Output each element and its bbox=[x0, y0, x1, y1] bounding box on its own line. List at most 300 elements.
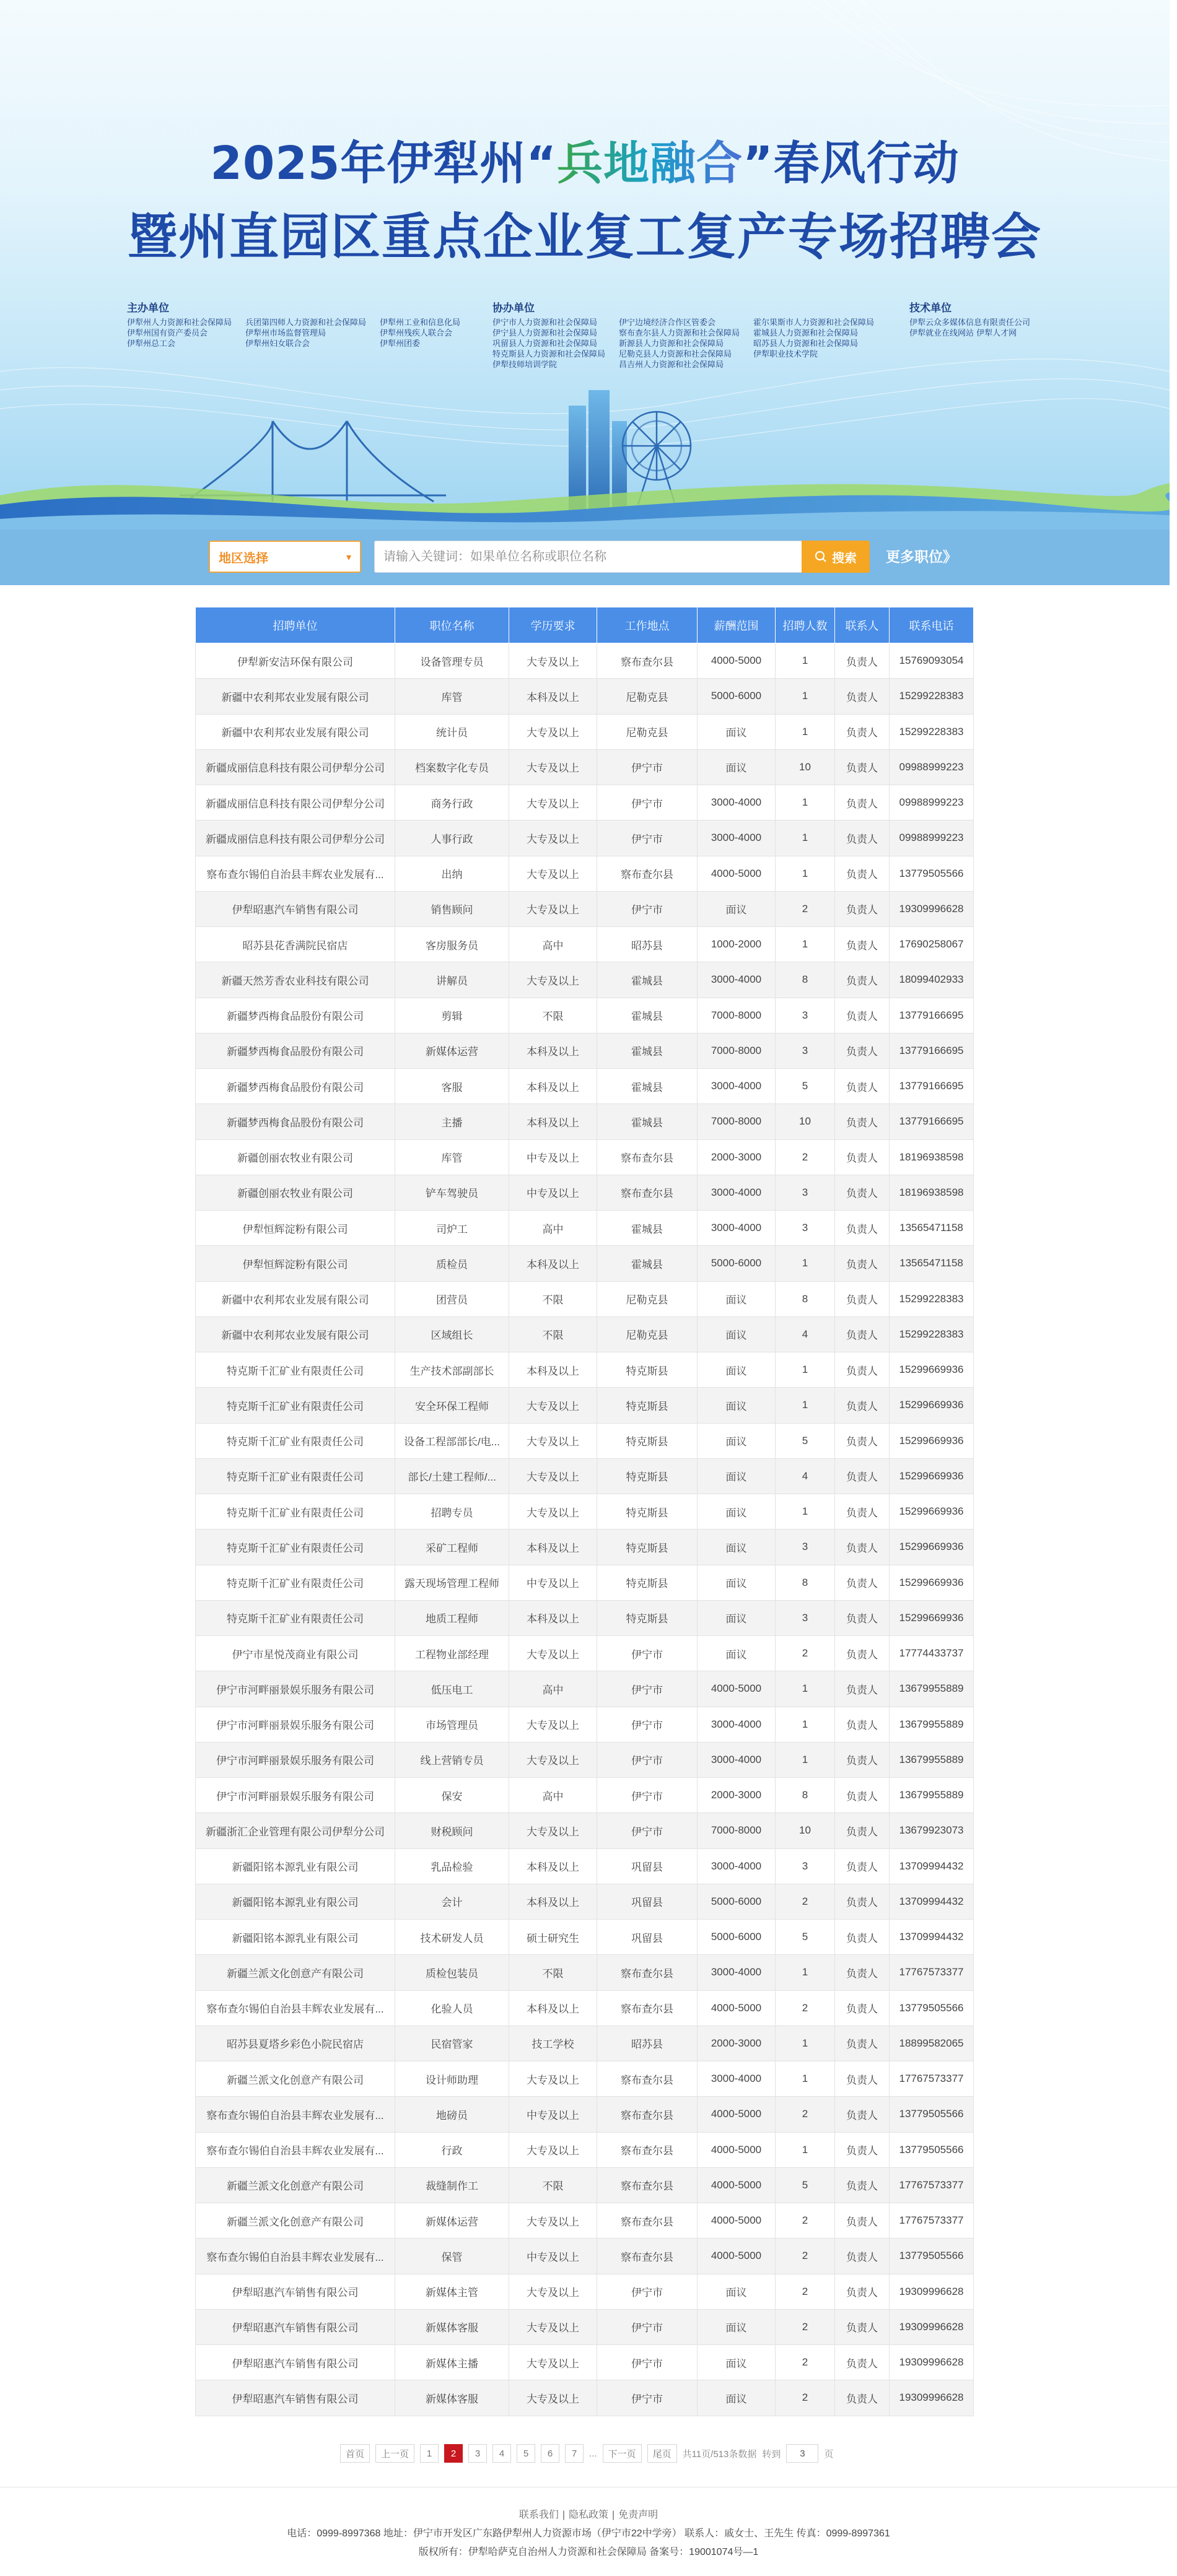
phone-cell: 13779505566 bbox=[890, 2239, 974, 2274]
phone-cell: 09988999223 bbox=[890, 820, 974, 856]
table-row[interactable] bbox=[196, 856, 974, 891]
education-cell: 大专及以上 bbox=[509, 856, 597, 891]
phone-cell: 13709994432 bbox=[890, 1884, 974, 1919]
org-column bbox=[127, 318, 232, 349]
position-cell[interactable]: 低压电工 bbox=[395, 1671, 509, 1707]
position-cell[interactable]: 采矿工程师 bbox=[395, 1530, 509, 1565]
org-name: 伊犁州市场监督管理局 bbox=[245, 329, 326, 338]
position-cell[interactable]: 裁缝制作工 bbox=[395, 2167, 509, 2203]
company-cell[interactable]: 新疆梦西梅食品股份有限公司 bbox=[196, 1033, 395, 1068]
pagination bbox=[340, 2443, 833, 2464]
position-cell[interactable]: 库管 bbox=[395, 1139, 509, 1175]
table-row[interactable] bbox=[196, 2345, 974, 2380]
position-cell[interactable]: 生产技术部副部长 bbox=[395, 1352, 509, 1388]
phone-cell: 15299228383 bbox=[890, 714, 974, 749]
headcount-cell: 3 bbox=[776, 998, 835, 1033]
chevron-down-icon: ▾ bbox=[346, 550, 351, 563]
company-cell[interactable]: 新疆中农利邦农业发展有限公司 bbox=[196, 1281, 395, 1316]
page-number-button[interactable]: 4 bbox=[492, 2444, 511, 2463]
page-number-button[interactable]: 2 bbox=[444, 2444, 463, 2463]
position-cell[interactable]: 客房服务员 bbox=[395, 927, 509, 962]
company-cell[interactable]: 特克斯千汇矿业有限责任公司 bbox=[196, 1423, 395, 1458]
headcount-cell: 2 bbox=[776, 2309, 835, 2344]
table-row[interactable] bbox=[196, 1778, 974, 1813]
contact-cell: 负责人 bbox=[835, 1104, 890, 1139]
position-cell[interactable]: 招聘专员 bbox=[395, 1494, 509, 1530]
company-cell[interactable]: 新疆中农利邦农业发展有限公司 bbox=[196, 714, 395, 749]
location-cell: 察布查尔县 bbox=[597, 856, 698, 891]
education-cell: 本科及以上 bbox=[509, 1033, 597, 1068]
salary-cell: 4000-5000 bbox=[698, 643, 776, 679]
contact-cell: 负责人 bbox=[835, 1990, 890, 2026]
column-header: 联系人 bbox=[835, 607, 890, 643]
location-cell: 霍城县 bbox=[597, 1104, 698, 1139]
table-row[interactable] bbox=[196, 962, 974, 998]
salary-cell: 4000-5000 bbox=[698, 1990, 776, 2026]
table-row[interactable] bbox=[196, 927, 974, 962]
location-cell: 伊宁市 bbox=[597, 1707, 698, 1742]
table-row[interactable] bbox=[196, 1600, 974, 1635]
table-row[interactable] bbox=[196, 1920, 974, 1955]
salary-cell: 面议 bbox=[698, 1316, 776, 1352]
table-row[interactable] bbox=[196, 891, 974, 926]
table-row[interactable] bbox=[196, 1848, 974, 1884]
company-cell[interactable]: 察布查尔锡伯自治县丰辉农业发展有... bbox=[196, 1990, 395, 2026]
table-row[interactable] bbox=[196, 1281, 974, 1316]
company-cell[interactable]: 新疆梦西梅食品股份有限公司 bbox=[196, 1069, 395, 1104]
headcount-cell: 8 bbox=[776, 1565, 835, 1600]
salary-cell: 4000-5000 bbox=[698, 2203, 776, 2239]
prev-page-button[interactable]: 上一页 bbox=[375, 2444, 414, 2463]
position-cell[interactable]: 线上营销专员 bbox=[395, 1742, 509, 1777]
org-name: 兵团第四师人力资源和社会保障局 bbox=[245, 318, 367, 328]
salary-cell: 3000-4000 bbox=[698, 1211, 776, 1246]
company-cell[interactable]: 伊犁恒辉淀粉有限公司 bbox=[196, 1211, 395, 1246]
position-cell[interactable]: 新媒体运营 bbox=[395, 1033, 509, 1068]
table-row[interactable] bbox=[196, 1211, 974, 1246]
company-cell[interactable]: 新疆阳铭本源乳业有限公司 bbox=[196, 1884, 395, 1919]
headcount-cell: 5 bbox=[776, 1920, 835, 1955]
company-cell[interactable]: 新疆成丽信息科技有限公司伊犁分公司 bbox=[196, 785, 395, 820]
footer-link[interactable]: 隐私政策 bbox=[568, 2510, 608, 2520]
location-cell: 昭苏县 bbox=[597, 2026, 698, 2061]
company-cell[interactable]: 新疆中农利邦农业发展有限公司 bbox=[196, 1316, 395, 1352]
table-header-row bbox=[196, 607, 974, 643]
position-cell[interactable]: 财税顾问 bbox=[395, 1813, 509, 1848]
search-button[interactable] bbox=[802, 541, 870, 573]
salary-cell: 面议 bbox=[698, 1352, 776, 1388]
banner-title-line2: 暨州直园区重点企业复工复产专场招聘会 bbox=[128, 208, 1042, 266]
salary-cell: 面议 bbox=[698, 2309, 776, 2344]
org-name: 昭苏县人力资源和社会保障局 bbox=[753, 339, 859, 349]
org-name: 伊犁技师培训学院 bbox=[492, 360, 558, 370]
headcount-cell: 4 bbox=[776, 1316, 835, 1352]
phone-cell: 13565471158 bbox=[890, 1246, 974, 1281]
headcount-cell: 5 bbox=[776, 2167, 835, 2203]
org-name: 伊宁市人力资源和社会保障局 bbox=[492, 318, 598, 328]
footer-link[interactable]: 联系我们 bbox=[518, 2510, 559, 2520]
location-cell: 特克斯县 bbox=[597, 1458, 698, 1494]
position-cell[interactable]: 统计员 bbox=[395, 714, 509, 749]
company-cell[interactable]: 新疆创丽农牧业有限公司 bbox=[196, 1139, 395, 1175]
table-row[interactable] bbox=[196, 1246, 974, 1281]
location-cell: 巩留县 bbox=[597, 1848, 698, 1884]
org-name: 伊宁边境经济合作区管委会 bbox=[619, 318, 716, 328]
education-cell: 大专及以上 bbox=[509, 2345, 597, 2380]
table-row[interactable] bbox=[196, 2239, 974, 2274]
table-row[interactable] bbox=[196, 1033, 974, 1068]
salary-cell: 面议 bbox=[698, 891, 776, 926]
position-cell[interactable]: 库管 bbox=[395, 679, 509, 714]
phone-cell: 15299669936 bbox=[890, 1530, 974, 1565]
page-number-button[interactable]: 7 bbox=[565, 2444, 584, 2463]
education-cell: 高中 bbox=[509, 1778, 597, 1813]
table-row[interactable] bbox=[196, 2203, 974, 2239]
phone-cell: 17690258067 bbox=[890, 927, 974, 962]
phone-cell: 19309996628 bbox=[890, 2274, 974, 2309]
education-cell: 高中 bbox=[509, 927, 597, 962]
contact-cell: 负责人 bbox=[835, 1139, 890, 1175]
education-cell: 大专及以上 bbox=[509, 1458, 597, 1494]
banner-title-line1: 2025年伊犁州“兵地融合”春风行动 bbox=[210, 137, 960, 190]
position-cell[interactable]: 铲车驾驶员 bbox=[395, 1175, 509, 1210]
salary-cell: 面议 bbox=[698, 1530, 776, 1565]
position-cell[interactable]: 讲解员 bbox=[395, 962, 509, 998]
position-cell[interactable]: 地质工程师 bbox=[395, 1600, 509, 1635]
contact-cell: 负责人 bbox=[835, 1069, 890, 1104]
education-cell: 大专及以上 bbox=[509, 2061, 597, 2097]
contact-cell: 负责人 bbox=[835, 2061, 890, 2097]
salary-cell: 7000-8000 bbox=[698, 1033, 776, 1068]
company-cell[interactable]: 特克斯千汇矿业有限责任公司 bbox=[196, 1494, 395, 1530]
position-cell[interactable]: 会计 bbox=[395, 1884, 509, 1919]
table-row[interactable] bbox=[196, 1990, 974, 2026]
table-row[interactable] bbox=[196, 2309, 974, 2344]
company-cell[interactable]: 伊宁市河畔丽景娱乐服务有限公司 bbox=[196, 1671, 395, 1707]
table-row[interactable] bbox=[196, 1565, 974, 1600]
contact-cell: 负责人 bbox=[835, 714, 890, 749]
company-cell[interactable]: 昭苏县花香满院民宿店 bbox=[196, 927, 395, 962]
banner-title-highlight: 兵地融合 bbox=[556, 137, 743, 190]
goto-page-input[interactable] bbox=[786, 2444, 818, 2463]
org-name: 霍尔果斯市人力资源和社会保障局 bbox=[753, 318, 875, 328]
table-row[interactable] bbox=[196, 714, 974, 749]
location-cell: 伊宁市 bbox=[597, 820, 698, 856]
company-cell[interactable]: 伊犁昭惠汽车销售有限公司 bbox=[196, 2380, 395, 2416]
company-cell[interactable]: 昭苏县夏塔乡彩色小院民宿店 bbox=[196, 2026, 395, 2061]
phone-cell: 18196938598 bbox=[890, 1175, 974, 1210]
position-cell[interactable]: 市场管理员 bbox=[395, 1707, 509, 1742]
table-row[interactable] bbox=[196, 1388, 974, 1423]
table-row[interactable] bbox=[196, 1955, 974, 1990]
city-skyline-illustration bbox=[0, 372, 1170, 529]
location-cell: 伊宁市 bbox=[597, 1778, 698, 1813]
location-cell: 察布查尔县 bbox=[597, 2203, 698, 2239]
position-cell[interactable]: 新媒体运营 bbox=[395, 2203, 509, 2239]
company-cell[interactable]: 新疆成丽信息科技有限公司伊犁分公司 bbox=[196, 749, 395, 785]
next-page-button[interactable]: 下一页 bbox=[603, 2444, 642, 2463]
phone-cell: 15299669936 bbox=[890, 1352, 974, 1388]
more-jobs-link[interactable]: 更多职位》 bbox=[886, 549, 957, 565]
table-row[interactable] bbox=[196, 998, 974, 1033]
page-number-button[interactable]: 3 bbox=[468, 2444, 487, 2463]
company-cell[interactable]: 伊犁昭惠汽车销售有限公司 bbox=[196, 891, 395, 926]
table-row[interactable] bbox=[196, 1352, 974, 1388]
salary-cell: 4000-5000 bbox=[698, 1671, 776, 1707]
table-row[interactable] bbox=[196, 1175, 974, 1210]
position-cell[interactable]: 保管 bbox=[395, 2239, 509, 2274]
location-cell: 伊宁市 bbox=[597, 891, 698, 926]
company-cell[interactable]: 新疆阳铭本源乳业有限公司 bbox=[196, 1920, 395, 1955]
region-select[interactable] bbox=[209, 541, 361, 573]
position-cell[interactable]: 行政 bbox=[395, 2132, 509, 2167]
table-row[interactable] bbox=[196, 820, 974, 856]
position-cell[interactable]: 剪辑 bbox=[395, 998, 509, 1033]
position-cell[interactable]: 新媒体客服 bbox=[395, 2309, 509, 2344]
education-cell: 本科及以上 bbox=[509, 1600, 597, 1635]
position-cell[interactable]: 质检包装员 bbox=[395, 1955, 509, 1990]
headcount-cell: 1 bbox=[776, 785, 835, 820]
table-row[interactable] bbox=[196, 679, 974, 714]
education-cell: 中专及以上 bbox=[509, 2097, 597, 2132]
education-cell: 本科及以上 bbox=[509, 1352, 597, 1388]
company-cell[interactable]: 伊宁市星悦茂商业有限公司 bbox=[196, 1636, 395, 1671]
table-row[interactable] bbox=[196, 1494, 974, 1530]
page-number-button[interactable]: 1 bbox=[420, 2444, 439, 2463]
position-cell[interactable]: 技术研发人员 bbox=[395, 1920, 509, 1955]
table-row[interactable] bbox=[196, 1069, 974, 1104]
position-cell[interactable]: 保安 bbox=[395, 1778, 509, 1813]
education-cell: 不限 bbox=[509, 1316, 597, 1352]
position-cell[interactable]: 人事行政 bbox=[395, 820, 509, 856]
contact-cell: 负责人 bbox=[835, 1352, 890, 1388]
company-cell[interactable]: 伊宁市河畔丽景娱乐服务有限公司 bbox=[196, 1742, 395, 1777]
phone-cell: 13779166695 bbox=[890, 1033, 974, 1068]
company-cell[interactable]: 新疆天然芳香农业科技有限公司 bbox=[196, 962, 395, 998]
company-cell[interactable]: 特克斯千汇矿业有限责任公司 bbox=[196, 1458, 395, 1494]
position-cell[interactable]: 安全环保工程师 bbox=[395, 1388, 509, 1423]
contact-cell: 负责人 bbox=[835, 891, 890, 926]
position-cell[interactable]: 团营员 bbox=[395, 1281, 509, 1316]
company-cell[interactable]: 伊宁市河畔丽景娱乐服务有限公司 bbox=[196, 1778, 395, 1813]
company-cell[interactable]: 伊犁昭惠汽车销售有限公司 bbox=[196, 2345, 395, 2380]
table-row[interactable] bbox=[196, 1636, 974, 1671]
contact-cell: 负责人 bbox=[835, 1423, 890, 1458]
salary-cell: 3000-4000 bbox=[698, 820, 776, 856]
table-row[interactable] bbox=[196, 1104, 974, 1139]
table-row[interactable] bbox=[196, 643, 974, 679]
salary-cell: 4000-5000 bbox=[698, 2097, 776, 2132]
table-row[interactable] bbox=[196, 1316, 974, 1352]
position-cell[interactable]: 乳品检验 bbox=[395, 1848, 509, 1884]
headcount-cell: 1 bbox=[776, 820, 835, 856]
contact-cell: 负责人 bbox=[835, 1565, 890, 1600]
position-cell[interactable]: 新媒体客服 bbox=[395, 2380, 509, 2416]
company-cell[interactable]: 新疆兰派文化创意产有限公司 bbox=[196, 2061, 395, 2097]
last-page-button[interactable]: 尾页 bbox=[647, 2444, 677, 2463]
footer-link[interactable]: 免责声明 bbox=[618, 2510, 659, 2520]
position-cell[interactable]: 民宿管家 bbox=[395, 2026, 509, 2061]
table-row[interactable] bbox=[196, 2061, 974, 2097]
contact-cell: 负责人 bbox=[835, 1211, 890, 1246]
company-cell[interactable]: 特克斯千汇矿业有限责任公司 bbox=[196, 1565, 395, 1600]
position-cell[interactable]: 客服 bbox=[395, 1069, 509, 1104]
company-cell[interactable]: 新疆浙汇企业管理有限公司伊犁分公司 bbox=[196, 1813, 395, 1848]
position-cell[interactable]: 质检员 bbox=[395, 1246, 509, 1281]
company-cell[interactable]: 特克斯千汇矿业有限责任公司 bbox=[196, 1352, 395, 1388]
company-cell[interactable]: 察布查尔锡伯自治县丰辉农业发展有... bbox=[196, 856, 395, 891]
company-cell[interactable]: 新疆兰派文化创意产有限公司 bbox=[196, 2167, 395, 2203]
table-row[interactable] bbox=[196, 1707, 974, 1742]
position-cell[interactable]: 新媒体主管 bbox=[395, 2274, 509, 2309]
org-name: 伊犁州人力资源和社会保障局 bbox=[127, 318, 232, 328]
headcount-cell: 3 bbox=[776, 1175, 835, 1210]
table-row[interactable] bbox=[196, 2380, 974, 2416]
position-cell[interactable]: 设备管理专员 bbox=[395, 643, 509, 679]
position-cell[interactable]: 出纳 bbox=[395, 856, 509, 891]
position-cell[interactable]: 档案数字化专员 bbox=[395, 749, 509, 785]
salary-cell: 3000-4000 bbox=[698, 2061, 776, 2097]
company-cell[interactable]: 特克斯千汇矿业有限责任公司 bbox=[196, 1530, 395, 1565]
company-cell[interactable]: 特克斯千汇矿业有限责任公司 bbox=[196, 1388, 395, 1423]
company-cell[interactable]: 伊犁昭惠汽车销售有限公司 bbox=[196, 2309, 395, 2344]
contact-cell: 负责人 bbox=[835, 1742, 890, 1777]
position-cell[interactable]: 设计师助理 bbox=[395, 2061, 509, 2097]
headcount-cell: 3 bbox=[776, 1033, 835, 1068]
table-row[interactable] bbox=[196, 2097, 974, 2132]
education-cell: 本科及以上 bbox=[509, 679, 597, 714]
location-cell: 察布查尔县 bbox=[597, 1139, 698, 1175]
company-cell[interactable]: 新疆兰派文化创意产有限公司 bbox=[196, 2203, 395, 2239]
headcount-cell: 8 bbox=[776, 1281, 835, 1316]
headcount-cell: 2 bbox=[776, 1884, 835, 1919]
search-button-label: 搜索 bbox=[832, 550, 857, 565]
org-column bbox=[245, 318, 366, 349]
table-row[interactable] bbox=[196, 785, 974, 820]
column-header: 招聘单位 bbox=[196, 607, 395, 643]
phone-cell: 19309996628 bbox=[890, 2309, 974, 2344]
location-cell: 尼勒克县 bbox=[597, 714, 698, 749]
company-cell[interactable]: 新疆梦西梅食品股份有限公司 bbox=[196, 1104, 395, 1139]
location-cell: 巩留县 bbox=[597, 1884, 698, 1919]
headcount-cell: 2 bbox=[776, 1139, 835, 1175]
company-cell[interactable]: 新疆阳铭本源乳业有限公司 bbox=[196, 1848, 395, 1884]
org-name: 察布查尔县人力资源和社会保障局 bbox=[619, 329, 740, 338]
position-cell[interactable]: 设备工程部部长/电... bbox=[395, 1423, 509, 1458]
column-header: 学历要求 bbox=[509, 607, 597, 643]
company-cell[interactable]: 新疆成丽信息科技有限公司伊犁分公司 bbox=[196, 820, 395, 856]
company-cell[interactable]: 伊犁恒辉淀粉有限公司 bbox=[196, 1246, 395, 1281]
company-cell[interactable]: 伊犁新安洁环保有限公司 bbox=[196, 643, 395, 679]
table-row[interactable] bbox=[196, 1458, 974, 1494]
contact-cell: 负责人 bbox=[835, 1778, 890, 1813]
education-cell: 大专及以上 bbox=[509, 962, 597, 998]
company-cell[interactable]: 新疆创丽农牧业有限公司 bbox=[196, 1175, 395, 1210]
location-cell: 伊宁市 bbox=[597, 2380, 698, 2416]
company-cell[interactable]: 伊犁昭惠汽车销售有限公司 bbox=[196, 2274, 395, 2309]
contact-cell: 负责人 bbox=[835, 2239, 890, 2274]
position-cell[interactable]: 新媒体主播 bbox=[395, 2345, 509, 2380]
phone-cell: 17767573377 bbox=[890, 1955, 974, 1990]
table-row[interactable] bbox=[196, 2132, 974, 2167]
table-row[interactable] bbox=[196, 2274, 974, 2309]
company-cell[interactable]: 特克斯千汇矿业有限责任公司 bbox=[196, 1600, 395, 1635]
phone-cell: 15299669936 bbox=[890, 1600, 974, 1635]
position-cell[interactable]: 商务行政 bbox=[395, 785, 509, 820]
bridge-icon bbox=[180, 421, 446, 502]
education-cell: 技工学校 bbox=[509, 2026, 597, 2061]
position-cell[interactable]: 化验人员 bbox=[395, 1990, 509, 2026]
table-row[interactable] bbox=[196, 2026, 974, 2061]
headcount-cell: 10 bbox=[776, 1104, 835, 1139]
contact-cell: 负责人 bbox=[835, 1955, 890, 1990]
salary-cell: 面议 bbox=[698, 1494, 776, 1530]
table-row[interactable] bbox=[196, 1742, 974, 1777]
education-cell: 本科及以上 bbox=[509, 1530, 597, 1565]
org-name: 伊犁州工业和信息化局 bbox=[380, 318, 461, 328]
company-cell[interactable]: 新疆中农利邦农业发展有限公司 bbox=[196, 679, 395, 714]
phone-cell: 13779166695 bbox=[890, 1069, 974, 1104]
phone-cell: 09988999223 bbox=[890, 785, 974, 820]
position-cell[interactable]: 部长/土建工程师/... bbox=[395, 1458, 509, 1494]
pagination-info: 共11页/513条数据 bbox=[682, 2448, 757, 2460]
position-cell[interactable]: 主播 bbox=[395, 1104, 509, 1139]
page-number-button[interactable]: 6 bbox=[541, 2444, 559, 2463]
salary-cell: 4000-5000 bbox=[698, 2167, 776, 2203]
position-cell[interactable]: 地磅员 bbox=[395, 2097, 509, 2132]
table-row[interactable] bbox=[196, 2167, 974, 2203]
company-cell[interactable]: 新疆兰派文化创意产有限公司 bbox=[196, 1955, 395, 1990]
salary-cell: 5000-6000 bbox=[698, 1246, 776, 1281]
table-row[interactable] bbox=[196, 1423, 974, 1458]
position-cell[interactable]: 销售顾问 bbox=[395, 891, 509, 926]
phone-cell: 17774433737 bbox=[890, 1636, 974, 1671]
phone-cell: 18196938598 bbox=[890, 1139, 974, 1175]
salary-cell: 3000-4000 bbox=[698, 962, 776, 998]
company-cell[interactable]: 察布查尔锡伯自治县丰辉农业发展有... bbox=[196, 2239, 395, 2274]
table-row[interactable] bbox=[196, 1139, 974, 1175]
position-cell[interactable]: 司炉工 bbox=[395, 1211, 509, 1246]
goto-label: 转到 bbox=[762, 2448, 781, 2460]
salary-cell: 7000-8000 bbox=[698, 1104, 776, 1139]
company-cell[interactable]: 新疆梦西梅食品股份有限公司 bbox=[196, 998, 395, 1033]
hero-banner bbox=[0, 0, 1170, 529]
page-number-button[interactable]: 5 bbox=[517, 2444, 535, 2463]
table-row[interactable] bbox=[196, 1813, 974, 1848]
tech-support-block bbox=[909, 303, 1030, 339]
headcount-cell: 2 bbox=[776, 2380, 835, 2416]
education-cell: 硕士研究生 bbox=[509, 1920, 597, 1955]
first-page-button[interactable]: 首页 bbox=[340, 2444, 370, 2463]
headcount-cell: 1 bbox=[776, 714, 835, 749]
position-cell[interactable]: 工程物业部经理 bbox=[395, 1636, 509, 1671]
contact-cell: 负责人 bbox=[835, 1033, 890, 1068]
company-cell[interactable]: 察布查尔锡伯自治县丰辉农业发展有... bbox=[196, 2097, 395, 2132]
education-cell: 大专及以上 bbox=[509, 643, 597, 679]
table-row[interactable] bbox=[196, 1884, 974, 1919]
table-row[interactable] bbox=[196, 1671, 974, 1707]
position-cell[interactable]: 露天现场管理工程师 bbox=[395, 1565, 509, 1600]
keyword-search-input[interactable] bbox=[374, 541, 802, 573]
position-cell[interactable]: 区域组长 bbox=[395, 1316, 509, 1352]
headcount-cell: 1 bbox=[776, 2026, 835, 2061]
contact-cell: 负责人 bbox=[835, 2167, 890, 2203]
contact-cell: 负责人 bbox=[835, 679, 890, 714]
table-row[interactable] bbox=[196, 1530, 974, 1565]
company-cell[interactable]: 察布查尔锡伯自治县丰辉农业发展有... bbox=[196, 2132, 395, 2167]
company-cell[interactable]: 伊宁市河畔丽景娱乐服务有限公司 bbox=[196, 1707, 395, 1742]
table-row[interactable] bbox=[196, 749, 974, 785]
